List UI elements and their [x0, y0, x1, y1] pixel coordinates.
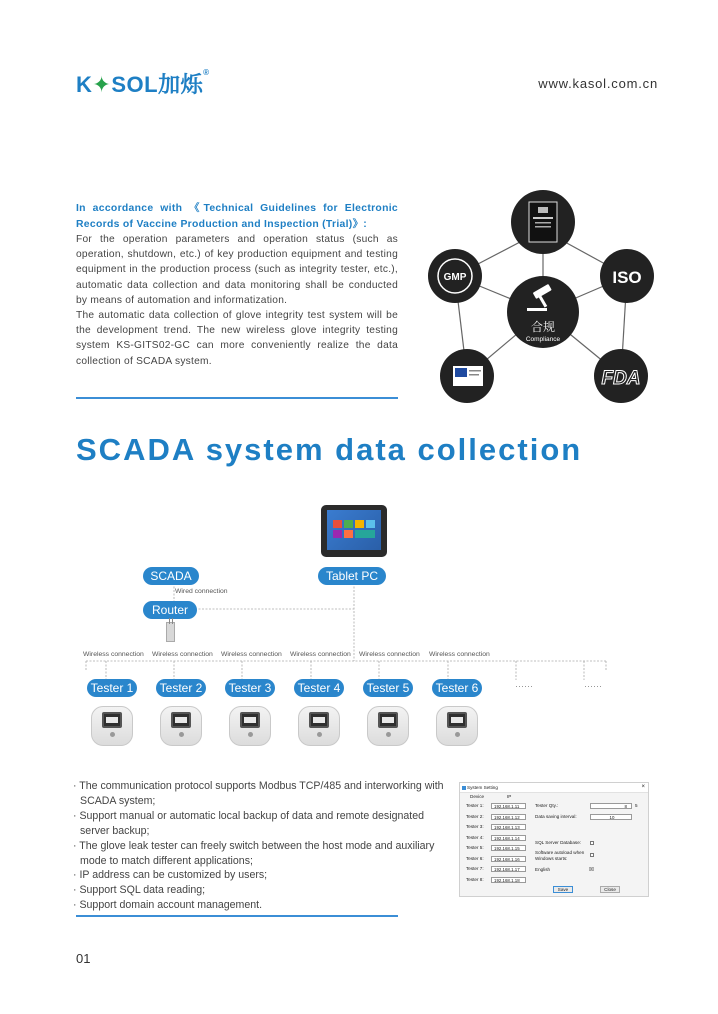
- wireless-label-1: Wireless connection: [83, 651, 144, 658]
- wireless-label-4: Wireless connection: [290, 651, 351, 658]
- wireless-label-3: Wireless connection: [221, 651, 282, 658]
- tester-1-device: [91, 706, 133, 746]
- feature-item: · IP address can be customized by users;: [73, 869, 268, 882]
- close-button[interactable]: Close: [600, 886, 620, 893]
- sql-server-label: SQL Server Database:: [535, 840, 582, 845]
- sql-server-checkbox[interactable]: [590, 841, 594, 845]
- tester-6-device: [436, 706, 478, 746]
- tester-3-device: [229, 706, 271, 746]
- tester-row-label: Tester 3:: [466, 824, 484, 829]
- tester-qty-input[interactable]: 8: [590, 803, 632, 809]
- tester-5-device: [367, 706, 409, 746]
- tester-4-device: [298, 706, 340, 746]
- divider-intro: [76, 397, 398, 399]
- tester-row-label: Tester 1:: [466, 803, 484, 808]
- tester-4-node: Tester 4: [294, 679, 344, 697]
- wireless-label-2: Wireless connection: [152, 651, 213, 658]
- feature-item: · Support manual or automatic local backup of data and remote designated server backup;: [73, 809, 424, 837]
- wired-connection-label: Wired connection: [175, 588, 228, 595]
- fda-node: [594, 349, 648, 403]
- tester-row-label: Tester 2:: [466, 813, 484, 819]
- logo-star-icon: ✦: [92, 72, 112, 97]
- tester-1-node: Tester 1: [87, 679, 137, 697]
- tester-6-node: Tester 6: [432, 679, 482, 697]
- wireless-label-5: Wireless connection: [359, 651, 420, 658]
- tester-ip-input[interactable]: 192.168.1.18: [491, 877, 526, 883]
- tester-2-node: Tester 2: [156, 679, 206, 697]
- intro-paragraph-1: For the operation parameters and operation status (such as operation, shutdown, etc.) of key production equipment and testing equipment in the production process (such as integrity tester, etc.), automatic data collection and data monitoring shall be conducted by means of automation and informatization.: [76, 234, 398, 306]
- compliance-center: [507, 276, 579, 348]
- gmp-label: GMP: [443, 272, 467, 283]
- section-title: SCADA system data collection: [76, 432, 583, 467]
- tester-ip-input[interactable]: 192.168.1.16: [491, 856, 526, 862]
- iso-label: ISO: [612, 268, 642, 287]
- registered-mark: ®: [203, 68, 210, 77]
- dialog-title: System Setting: [467, 785, 498, 790]
- brand-logo: [76, 68, 209, 99]
- feature-item: · The glove leak tester can freely switch between the host mode and auxiliary mode to match different applications;: [73, 839, 435, 867]
- system-setting-dialog: [459, 782, 649, 897]
- interval-input[interactable]: 10: [590, 814, 632, 820]
- english-label: English: [535, 867, 551, 872]
- tester-qty-label: Tester Qty.:: [535, 803, 559, 808]
- feature-item: · Support SQL data reading;: [73, 884, 206, 897]
- interval-label: Data saving interval:: [535, 814, 577, 819]
- document-node: [511, 190, 575, 254]
- more-testers-ellipsis-1: ······: [515, 681, 533, 691]
- intro-text: [76, 232, 398, 369]
- iso-node: [600, 249, 654, 303]
- tester-qty-unit: 5: [635, 803, 638, 808]
- intro-title: In accordance with 《Technical Guidelines for Electronic Records of Vaccine Production and Inspection (Trial)》:: [76, 203, 398, 230]
- tablet-device: [321, 505, 387, 557]
- website-url[interactable]: www.kasol.com.cn: [538, 76, 658, 91]
- english-checkbox[interactable]: ☒: [589, 867, 594, 873]
- eu-node: [440, 349, 494, 403]
- tester-ip-input[interactable]: 192.168.1.15: [491, 845, 526, 851]
- tester-ip-input[interactable]: 192.168.1.14: [491, 835, 526, 841]
- intro-paragraph-2: The automatic data collection of glove integrity test system will be the development trend. The new wireless glove integrity testing system KS-GITS02-GC can more conveniently realize the data collection of SCADA system.: [76, 310, 398, 367]
- autoload-checkbox[interactable]: [590, 853, 594, 857]
- compliance-en: Compliance: [525, 336, 561, 343]
- col-ip-header: IP: [507, 794, 512, 799]
- more-testers-ellipsis-2: ······: [584, 681, 602, 691]
- close-icon[interactable]: ×: [641, 784, 645, 790]
- tester-row-label: Tester 7:: [466, 866, 484, 871]
- col-device-header: Device: [470, 794, 485, 799]
- tester-row-label: Tester 8:: [466, 876, 484, 882]
- page-number: 01: [76, 951, 91, 966]
- tester-ip-input[interactable]: 192.168.1.17: [491, 866, 526, 872]
- tester-row-label: Tester 5:: [466, 845, 484, 850]
- divider-features: [76, 915, 398, 917]
- router-node: Router: [143, 601, 197, 619]
- logo-sol: SOL: [111, 72, 159, 97]
- tester-ip-input[interactable]: 192.168.1.12: [491, 814, 526, 820]
- tablet-screen: [327, 510, 381, 550]
- tester-ip-input[interactable]: 192.168.1.11: [491, 803, 526, 809]
- dialog-titlebar: [460, 783, 648, 793]
- autoload-label: Software autoload when Windows starts:: [535, 850, 585, 861]
- app-icon: [462, 786, 466, 790]
- gmp-node: [428, 249, 482, 303]
- logo-k: K: [76, 72, 93, 97]
- feature-item: · The communication protocol supports Modbus TCP/485 and interworking with SCADA system;: [73, 780, 444, 807]
- tester-2-device: [160, 706, 202, 746]
- tester-row-label: Tester 6:: [466, 855, 484, 861]
- compliance-diagram: [425, 190, 661, 410]
- scada-node: SCADA: [143, 567, 199, 585]
- tablet-pc-node: Tablet PC: [318, 567, 386, 585]
- tester-ip-input[interactable]: 192.168.1.13: [491, 824, 526, 830]
- feature-list: [73, 779, 451, 913]
- tester-row-label: Tester 4:: [466, 834, 484, 840]
- fda-label: FDA: [601, 368, 641, 389]
- save-button[interactable]: Save: [553, 886, 573, 893]
- router-device: [166, 622, 175, 642]
- feature-item: · Support domain account management.: [73, 899, 263, 912]
- wireless-label-6: Wireless connection: [429, 651, 490, 658]
- tester-3-node: Tester 3: [225, 679, 275, 697]
- compliance-cn: 合规: [530, 320, 556, 334]
- tester-5-node: Tester 5: [363, 679, 413, 697]
- logo-chinese: 加烁: [158, 72, 204, 97]
